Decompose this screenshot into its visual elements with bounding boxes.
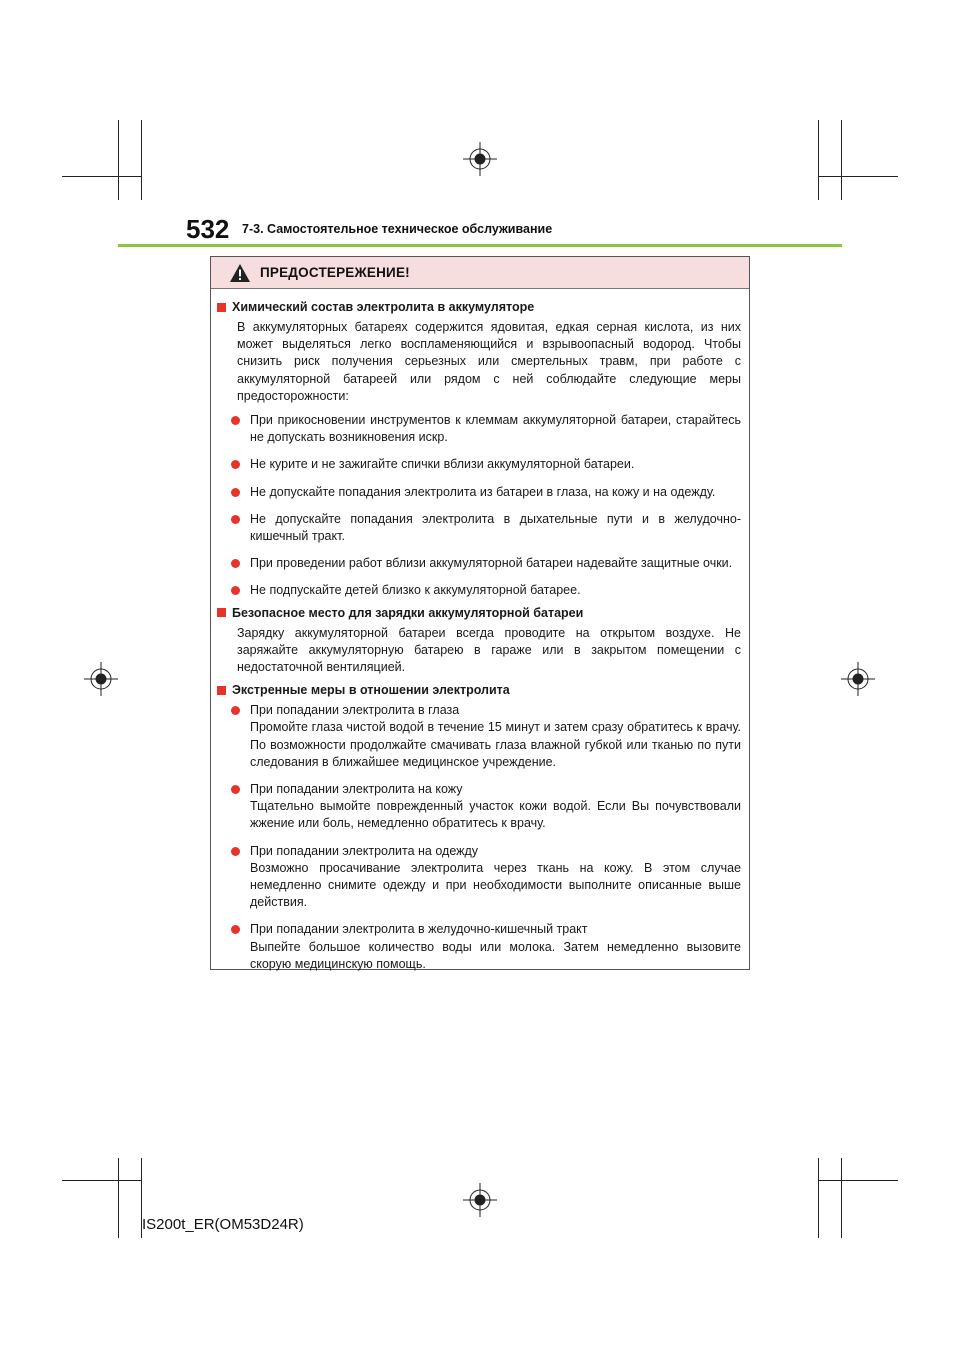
- section-heading: [217, 300, 741, 314]
- bullet-dot-icon: [231, 559, 240, 568]
- bullet-dot-icon: [231, 416, 240, 425]
- bullet-dot-icon: [231, 847, 240, 856]
- registration-mark-icon: [463, 1183, 497, 1217]
- crop-mark: [818, 1158, 819, 1238]
- list-item: [231, 555, 741, 572]
- crop-mark: [141, 120, 142, 200]
- section-heading-text: Химический состав электролита в аккумуляторе: [232, 300, 535, 314]
- crop-mark: [818, 1180, 898, 1181]
- section-heading-text: Экстренные меры в отношении электролита: [232, 683, 510, 698]
- section-heading: [217, 606, 741, 620]
- bullet-dot-icon: [231, 925, 240, 934]
- page-number: 532: [186, 214, 230, 244]
- registration-mark-icon: [463, 142, 497, 176]
- list-item: [231, 921, 741, 973]
- list-item-text: Возможно просачивание электролита через ткань на кожу. В этом случае немедленно снимите одежду и при необходимости выполните описанные выше действия.: [250, 860, 741, 910]
- crop-mark: [62, 176, 142, 177]
- list-item-text: Не допускайте попадания электролита из батареи в глаза, на кожу и на одежду.: [250, 484, 716, 499]
- registration-mark-icon: [841, 662, 875, 696]
- bullet-dot-icon: [231, 785, 240, 794]
- crop-mark: [841, 1158, 842, 1238]
- list-item-body: [250, 921, 741, 973]
- warning-header: [211, 257, 749, 289]
- list-item-text: Тщательно вымойте поврежденный участок кожи водой. Если Вы почувствовали жжение или боль, немедленно обратитесь к врачу.: [250, 799, 741, 831]
- bullet-dot-icon: [231, 460, 240, 469]
- list-item: [231, 456, 741, 473]
- list-item-text: Выпейте большое количество воды или молока. Затем немедленно вызовите скорую медицинскую помощь.: [250, 939, 741, 971]
- list-item: [231, 484, 741, 501]
- square-bullet-icon: [217, 303, 226, 312]
- list-item-text: При прикосновении инструментов к клеммам аккумуляторной батареи, старайтесь не допускать возникновения искр.: [250, 413, 741, 445]
- registration-mark-icon: [84, 662, 118, 696]
- warning-box: [210, 256, 750, 970]
- square-bullet-icon: [217, 608, 226, 617]
- square-bullet-icon: [217, 686, 226, 695]
- section-title: 7-3. Самостоятельное техническое обслуживание: [242, 222, 553, 236]
- section-heading: [217, 683, 741, 697]
- list-item-text: При проведении работ вблизи аккумуляторной батареи надевайте защитные очки.: [250, 556, 733, 571]
- section-heading-text: Безопасное место для зарядки аккумуляторной батареи: [232, 605, 584, 620]
- list-item: [231, 582, 741, 599]
- section-paragraph: В аккумуляторных батареях содержится ядовитая, едкая серная кислота, из них может выделяться легко воспламеняющийся и взрывоопасный водород. Чтобы снизить риск получения серьезных или смертельных травм, при работе с аккумуляторной батареей или рядом с ней соблюдайте следующие меры предосторожности:: [237, 320, 741, 403]
- list-item-title: При попадании электролита на кожу: [250, 782, 463, 797]
- model-code: IS200t_ER(OM53D24R): [142, 1216, 304, 1233]
- list-item-body: [250, 781, 741, 833]
- list-item-text: Не курите и не зажигайте спички вблизи аккумуляторной батареи.: [250, 457, 635, 472]
- warning-title: ПРЕДОСТЕРЕЖЕНИЕ!: [260, 265, 410, 280]
- list-item-title: При попадании электролита в желудочно-кишечный тракт: [250, 922, 588, 937]
- list-item: [231, 781, 741, 833]
- section-paragraph: Зарядку аккумуляторной батареи всегда проводите на открытом воздухе. Не заряжайте аккумуляторную батарею в гараже или в закрытом помещении с недостаточной вентиляцией.: [237, 625, 741, 675]
- warning-body: [211, 289, 749, 973]
- header-divider: [118, 244, 842, 247]
- list-item-body: [250, 843, 741, 912]
- list-item-text: Не подпускайте детей близко к аккумуляторной батарее.: [250, 583, 581, 598]
- bullet-dot-icon: [231, 706, 240, 715]
- list-item: [231, 843, 741, 912]
- crop-mark: [818, 120, 819, 200]
- crop-mark: [62, 1180, 142, 1181]
- list-item-title: При попадании электролита в глаза: [250, 703, 460, 718]
- crop-mark: [118, 120, 119, 200]
- list-item: [231, 511, 741, 545]
- crop-mark: [118, 1158, 119, 1238]
- list-item-body: [250, 702, 741, 771]
- crop-mark: [818, 176, 898, 177]
- list-item: [231, 412, 741, 446]
- list-item: [231, 702, 741, 771]
- list-item-text: Не допускайте попадания электролита в дыхательные пути и в желудочно-кишечный тракт.: [250, 511, 741, 544]
- crop-mark: [841, 120, 842, 200]
- list-item-text: Промойте глаза чистой водой в течение 15 минут и затем сразу обратитесь к врачу. По возможности продолжайте смачивать глаза влажной губкой или тканью по пути следования в ближайшее медицинское учреждение.: [250, 720, 741, 769]
- list-item-title: При попадании электролита на одежду: [250, 843, 479, 858]
- warning-triangle-icon: [229, 263, 251, 283]
- bullet-dot-icon: [231, 515, 240, 524]
- bullet-dot-icon: [231, 586, 240, 595]
- bullet-dot-icon: [231, 488, 240, 497]
